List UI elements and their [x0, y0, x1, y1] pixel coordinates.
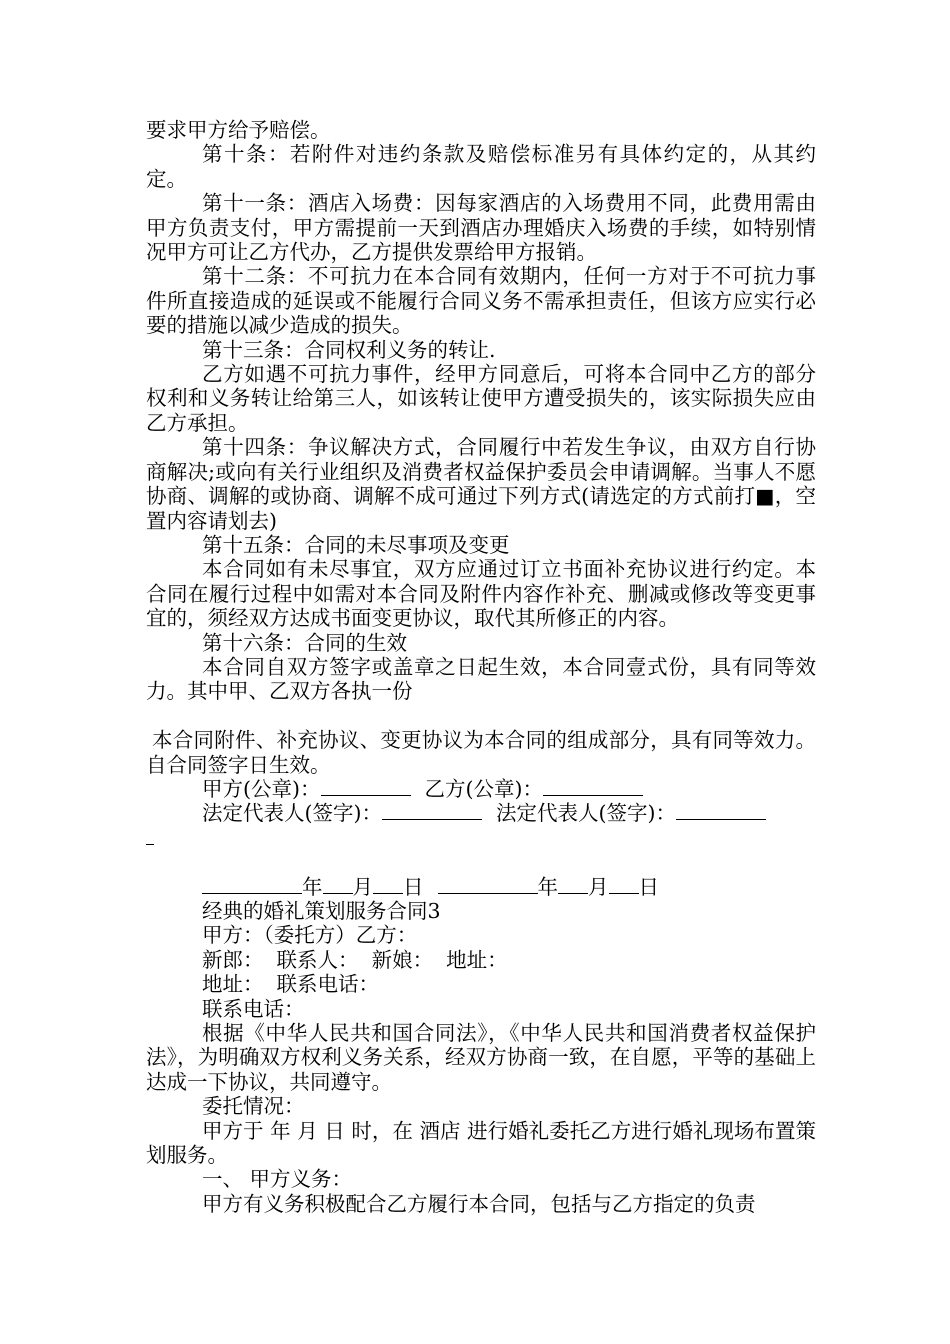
appendix-validity: 本合同附件、补充协议、变更协议为本合同的组成部分，具有同等效力。自合同签字日生效。 — [146, 728, 816, 777]
party-a-duty-text: 甲方有义务积极配合乙方履行本合同，包括与乙方指定的负责 — [202, 1191, 756, 1216]
party-a-seal-label: 甲方(公章)： — [202, 776, 321, 801]
clause-13-detail: 乙方如遇不可抗力事件，经甲方同意后，可将本合同中乙方的部分权利和义务转让给第三人，如该转让使甲方遭受损失的，该实际损失应由乙方承担。 — [146, 362, 816, 435]
rep-a-label: 法定代表人(签字)： — [202, 801, 382, 826]
clause-16: 第十六条：合同的生效 — [202, 630, 407, 655]
clause-10: 第十条：若附件对违约条款及赔偿标准另有具体约定的，从其约定。 — [146, 142, 816, 191]
entrust-heading: 委托情况： — [202, 1094, 305, 1119]
clause-16-detail: 本合同自双方签字或盖章之日起生效，本合同壹式份，具有同等效力。其中甲、乙双方各执一份 — [146, 654, 816, 704]
month-a-blank[interactable] — [323, 875, 353, 894]
representative-line — [146, 801, 816, 825]
clause-12: 第十二条：不可抗力在本合同有效期内，任何一方对于不可抗力事件所直接造成的延误或不能履行合同义务不需承担责任，但该方应实行必要的措施以减少造成的损失。 — [146, 264, 816, 338]
blank-line-2 — [146, 850, 816, 874]
entrust-text: 甲方于 年 月 日 时，在 酒店 进行婚礼委托乙方进行婚礼现场布置策划服务。 — [146, 1118, 816, 1168]
day-a-label: 日 — [403, 874, 424, 899]
clause-13: 第十三条：合同权利义务的转让. — [202, 337, 496, 362]
wrap-dash — [146, 830, 154, 845]
year-b-blank[interactable] — [438, 875, 538, 894]
year-b-label: 年 — [537, 874, 558, 899]
party-b-seal-label: 乙方(公章)： — [424, 776, 543, 801]
document-body — [146, 118, 816, 1216]
clause-15: 第十五条：合同的未尽事项及变更 — [202, 532, 510, 557]
contract3-phone: 联系电话： — [202, 996, 305, 1021]
wrap-dash-line — [146, 826, 816, 850]
contract3-parties: 甲方：（委托方）乙方： — [202, 923, 418, 948]
rep-b-blank[interactable] — [676, 801, 766, 820]
seal-line — [146, 777, 816, 801]
contract3-basis: 根据《中华人民共和国合同法》，《中华人民共和国消费者权益保护法》，为明确双方权利义务关系，经双方协商一致，在自愿，平等的基础上达成一下协议，共同遵守。 — [146, 1021, 816, 1094]
contract3-address: 地址： 联系电话： — [202, 972, 380, 997]
contract3-title: 经典的婚礼策划服务合同3 — [202, 898, 441, 923]
day-b-label: 日 — [638, 874, 659, 899]
party-a-duty-heading: 一、 甲方义务： — [202, 1167, 353, 1192]
year-a-blank[interactable] — [202, 875, 302, 894]
day-b-blank[interactable] — [609, 875, 639, 894]
contract3-contacts: 新郎： 联系人： 新娘： 地址： — [202, 947, 508, 972]
clause-11: 第十一条：酒店入场费：因每家酒店的入场费用不同，此费用需由甲方负责支付，甲方需提前一天到酒店办理婚庆入场费的手续，如特别情况甲方可让乙方代办，乙方提供发票给甲方报销。 — [146, 191, 816, 265]
month-b-label: 月 — [588, 874, 609, 899]
rep-b-label: 法定代表人(签字)： — [496, 801, 676, 826]
month-b-blank[interactable] — [558, 875, 588, 894]
rep-a-blank[interactable] — [382, 801, 482, 820]
year-a-label: 年 — [302, 874, 323, 899]
day-a-blank[interactable] — [373, 875, 403, 894]
party-b-seal-blank[interactable] — [543, 777, 643, 796]
blank-line — [146, 704, 816, 728]
clause-15-detail: 本合同如有未尽事宜，双方应通过订立书面补充协议进行约定。本合同在履行过程中如需对本合同及附件内容作补充、删减或修改等变更事宜的，须经双方达成书面变更协议，取代其所修正的内容。 — [146, 557, 816, 631]
party-a-seal-blank[interactable] — [321, 777, 411, 796]
clause-14: 第十四条：争议解决方式，合同履行中若发生争议，由双方自行协商解决;或向有关行业组织及消费者权益保护委员会申请调解。当事人不愿协商、调解的或协商、调解不成可通过下列方式(请选定的方式前打■，空置内容请划去) — [146, 435, 816, 533]
month-a-label: 月 — [352, 874, 373, 899]
paragraph-compensation: 要求甲方给予赔偿。 — [146, 118, 331, 142]
date-line — [146, 875, 816, 899]
